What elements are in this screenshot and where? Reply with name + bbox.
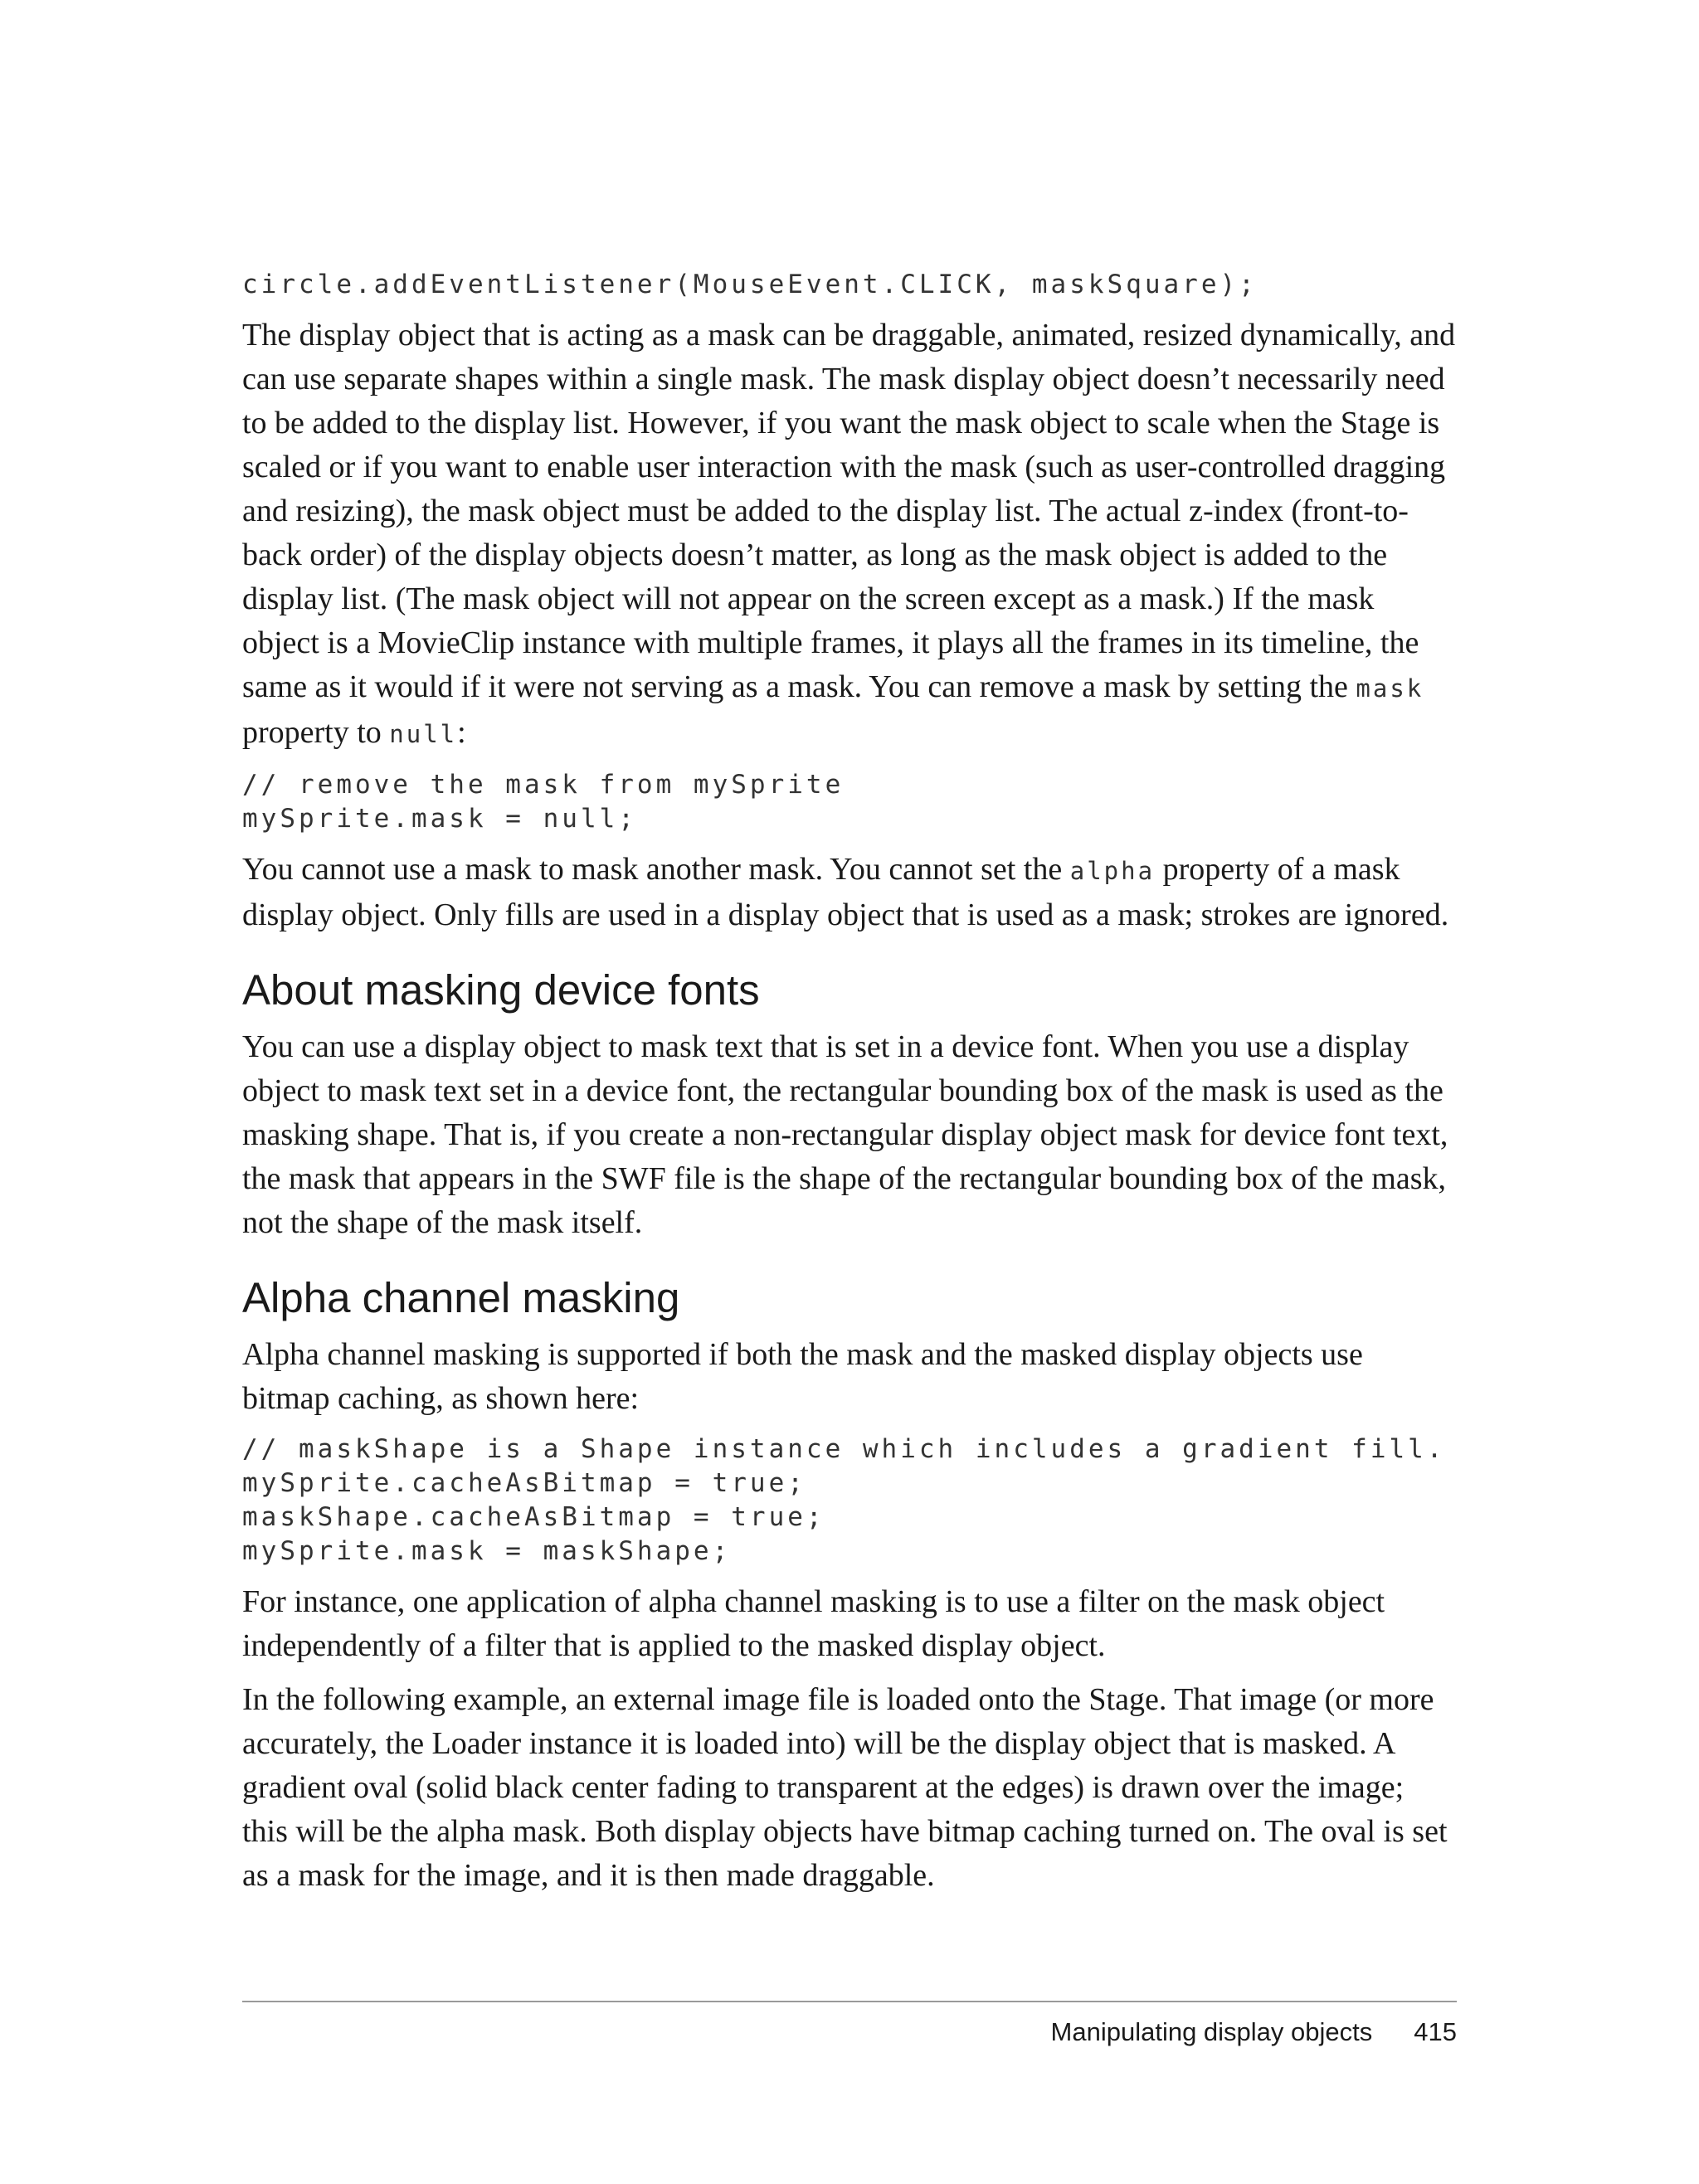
paragraph-text: The display object that is acting as a mask can be draggable, animated, resized dynamically, and can use separate shapes within a single mask. The mask display object doesn’t necessarily need to be added to the display list. However, if you want the mask object to scale when the Stage is scaled or if you want to enable user interaction with the mask (such as user-controlled dragging and resizing), the mask object must be added to the display list. The actual z-index (front-to-back order) of the display objects doesn’t matter, as long as the mask object is added to the display list. (The mask object will not appear on the screen except as a mask.) If the mask object is a MovieClip instance with multiple frames, it plays all the frames in its timeline, the same as it would if it were not serving as a mask. You can remove a mask by setting the <box>242 318 1456 704</box>
page-number: 415 <box>1414 2017 1457 2046</box>
code-line: mySprite.cacheAsBitmap = true; <box>242 1468 806 1498</box>
paragraph-mask-behavior <box>242 314 1457 756</box>
heading-alpha-channel: Alpha channel masking <box>242 1274 680 1321</box>
heading-device-fonts: About masking device fonts <box>242 966 760 1014</box>
page-footer <box>242 2016 1457 2049</box>
code-line: circle.addEventListener(MouseEvent.CLICK, maskSquare); <box>242 270 1258 299</box>
paragraph-device-fonts: You can use a display object to mask text that is set in a device font. When you use a display object to mask text set in a device font, the rectangular bounding box of the mask is used as the masking shape. That is, if you create a non-rectangular display object mask for device font text, the mask that appears in the SWF file is the shape of the rectangular bounding box of the mask, not the shape of the mask itself. <box>242 1029 1448 1240</box>
footer-chapter-title: Manipulating display objects <box>1050 2017 1373 2046</box>
code-block-remove-mask <box>242 768 1457 836</box>
code-line: maskShape.cacheAsBitmap = true; <box>242 1502 825 1532</box>
paragraph-text: property of a mask display object. Only fills are used in a display object that is used as a mask; strokes are ignored. <box>242 852 1449 932</box>
paragraph-text: : <box>457 715 466 750</box>
code-block-add-listener <box>242 268 1457 302</box>
paragraph-mask-limits <box>242 848 1457 937</box>
paragraph-text: You cannot use a mask to mask another mask. You cannot set the <box>242 852 1070 887</box>
code-block-alpha-mask <box>242 1432 1457 1569</box>
code-line: mySprite.mask = maskShape; <box>242 1536 732 1566</box>
footer-divider <box>242 2001 1457 2002</box>
inline-code-null: null <box>389 720 458 748</box>
paragraph-alpha-support: Alpha channel masking is supported if both the mask and the masked display objects use bitmap caching, as shown here: <box>242 1337 1363 1416</box>
paragraph-example-description: In the following example, an external image file is loaded onto the Stage. That image (or more accurately, the Loader instance it is loaded into) will be the display object that is masked. A gradient oval (solid black center fading to transparent at the edges) is drawn over the image; this will be the alpha mask. Both display objects have bitmap caching turned on. The oval is set as a mask for the image, and it is then made draggable. <box>242 1682 1448 1893</box>
paragraph-filter-application: For instance, one application of alpha channel masking is to use a filter on the mask object independently of a filter that is applied to the masked display object. <box>242 1584 1385 1663</box>
code-line: mySprite.mask = null; <box>242 804 637 834</box>
inline-code-alpha: alpha <box>1069 857 1156 885</box>
inline-code-mask: mask <box>1356 674 1424 703</box>
paragraph-text: property to <box>242 715 390 750</box>
page-content <box>242 264 1457 1898</box>
code-line: // maskShape is a Shape instance which includes a gradient fill. <box>242 1434 1446 1464</box>
code-line: // remove the mask from mySprite <box>242 770 845 800</box>
